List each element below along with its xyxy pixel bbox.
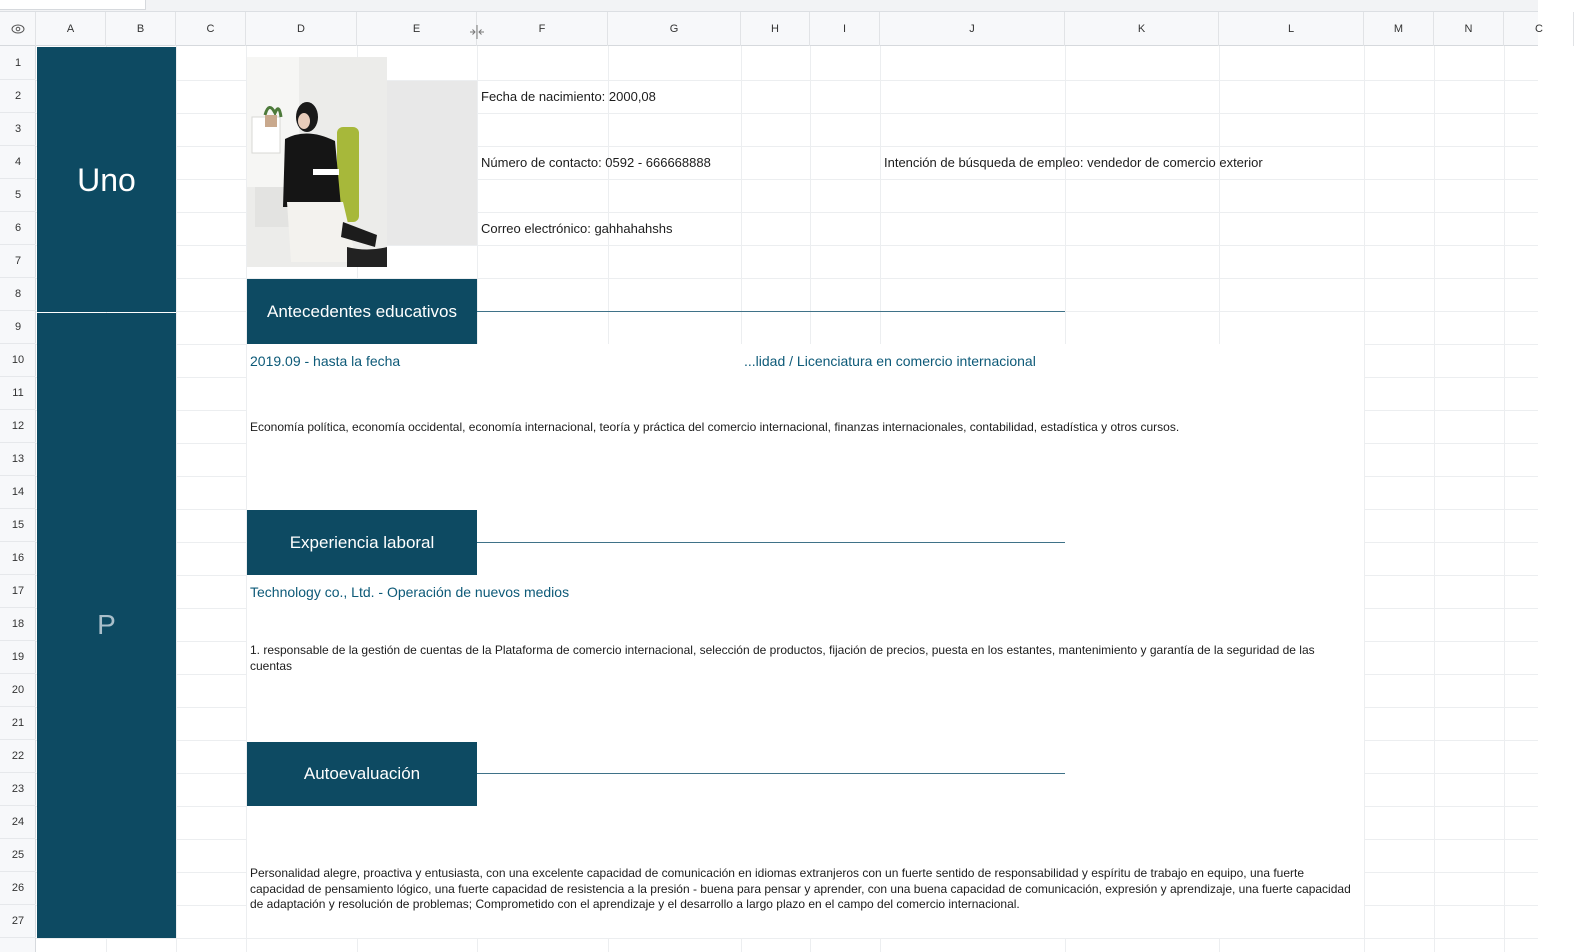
column-header-b[interactable]: B (106, 12, 176, 46)
row-header-23[interactable]: 23 (0, 773, 36, 806)
row-header-14[interactable]: 14 (0, 476, 36, 509)
column-header-c[interactable]: C (176, 12, 246, 46)
row-header-1[interactable]: 1 (0, 47, 36, 80)
column-header-a[interactable]: A (36, 12, 106, 46)
row-header-17[interactable]: 17 (0, 575, 36, 608)
row-header-18[interactable]: 18 (0, 608, 36, 641)
job-intention-text[interactable]: Intención de búsqueda de empleo: vendedor de comercio exterior (884, 155, 1263, 170)
education-heading[interactable]: Antecedentes educativos (247, 279, 477, 344)
education-period[interactable]: 2019.09 - hasta la fecha (250, 353, 401, 369)
toolbar-strip (0, 0, 1538, 12)
row-header-20[interactable]: 20 (0, 674, 36, 707)
phone-text[interactable]: Número de contacto: 0592 - 666668888 (481, 155, 711, 170)
name-box[interactable] (0, 0, 146, 10)
row-header-9[interactable]: 9 (0, 311, 36, 344)
column-header-o-partial[interactable]: C (1504, 12, 1574, 46)
row-header-22[interactable]: 22 (0, 740, 36, 773)
row-header-21[interactable]: 21 (0, 707, 36, 740)
column-header-g[interactable]: G (608, 12, 741, 46)
column-header-k[interactable]: K (1065, 12, 1219, 46)
row-header-26[interactable]: 26 (0, 872, 36, 905)
row-header-10[interactable]: 10 (0, 344, 36, 377)
work-duties[interactable]: 1. responsable de la gestión de cuentas de la Plataforma de comercio internacional, selección de productos, fijación de precios, puesta en los estantes, mantenimiento y garantía de la seguridad de las cuentas (250, 643, 1315, 673)
column-header-h[interactable]: H (741, 12, 810, 46)
row-header-27[interactable]: 27 (0, 905, 36, 938)
column-header-e[interactable]: E (357, 12, 477, 46)
column-header-f[interactable]: F (477, 12, 608, 46)
education-degree[interactable]: ...lidad / Licenciatura en comercio internacional (744, 353, 1036, 369)
column-resize-icon[interactable] (469, 24, 485, 40)
row-header-4[interactable]: 4 (0, 146, 36, 179)
education-divider (477, 311, 1065, 312)
work-divider (477, 542, 1065, 543)
row-header-12[interactable]: 12 (0, 410, 36, 443)
row-header-3[interactable]: 3 (0, 113, 36, 146)
sidebar-title: Uno (77, 161, 136, 198)
row-header-19[interactable]: 19 (0, 641, 36, 674)
work-heading[interactable]: Experiencia laboral (247, 510, 477, 575)
work-company[interactable]: Technology co., Ltd. - Operación de nuevos medios (250, 584, 570, 600)
eye-icon[interactable] (11, 24, 25, 34)
row-header-2[interactable]: 2 (0, 80, 36, 113)
photo-backdrop (387, 81, 477, 245)
select-all-corner[interactable] (0, 12, 36, 46)
self-eval-divider (477, 773, 1065, 774)
column-header-d[interactable]: D (246, 12, 357, 46)
self-eval-heading[interactable]: Autoevaluación (247, 742, 477, 806)
sidebar-letter: P (97, 609, 116, 640)
column-header-m[interactable]: M (1364, 12, 1434, 46)
row-header-7[interactable]: 7 (0, 245, 36, 278)
row-header-24[interactable]: 24 (0, 806, 36, 839)
column-header-i[interactable]: I (810, 12, 880, 46)
column-header-j[interactable]: J (880, 12, 1065, 46)
row-header-25[interactable]: 25 (0, 839, 36, 872)
email-text[interactable]: Correo electrónico: gahhahahshs (481, 221, 673, 236)
profile-photo (247, 57, 387, 267)
row-header-6[interactable]: 6 (0, 212, 36, 245)
row-header-5[interactable]: 5 (0, 179, 36, 212)
birth-date-text[interactable]: Fecha de nacimiento: 2000,08 (481, 89, 656, 104)
row-header-13[interactable]: 13 (0, 443, 36, 476)
self-eval-text[interactable]: Personalidad alegre, proactiva y entusiasta, con una excelente capacidad de comunicación en idiomas extranjeros con un fuerte sentido de responsabilidad y espíritu de trabajo en equipo, una fuerte capacidad de pensamiento lógico, una fuerte capacidad de resistencia a la presión - buena para pensar y aprender, con una buena capacidad de comunicación, expresión y aprendizaje, una fuerte capacidad de adaptación y resolución de problemas; Comprometido con el aprendizaje y el desarrollo a largo plazo en el campo del comercio internacional. (250, 866, 1351, 911)
row-header-11[interactable]: 11 (0, 377, 36, 410)
column-header-n[interactable]: N (1434, 12, 1504, 46)
row-header-16[interactable]: 16 (0, 542, 36, 575)
column-header-l[interactable]: L (1219, 12, 1364, 46)
education-courses[interactable]: Economía política, economía occidental, economía internacional, teoría y práctica del comercio internacional, finanzas internacionales, contabilidad, estadística y otros cursos. (250, 420, 1180, 434)
row-header-8[interactable]: 8 (0, 278, 36, 311)
row-header-15[interactable]: 15 (0, 509, 36, 542)
